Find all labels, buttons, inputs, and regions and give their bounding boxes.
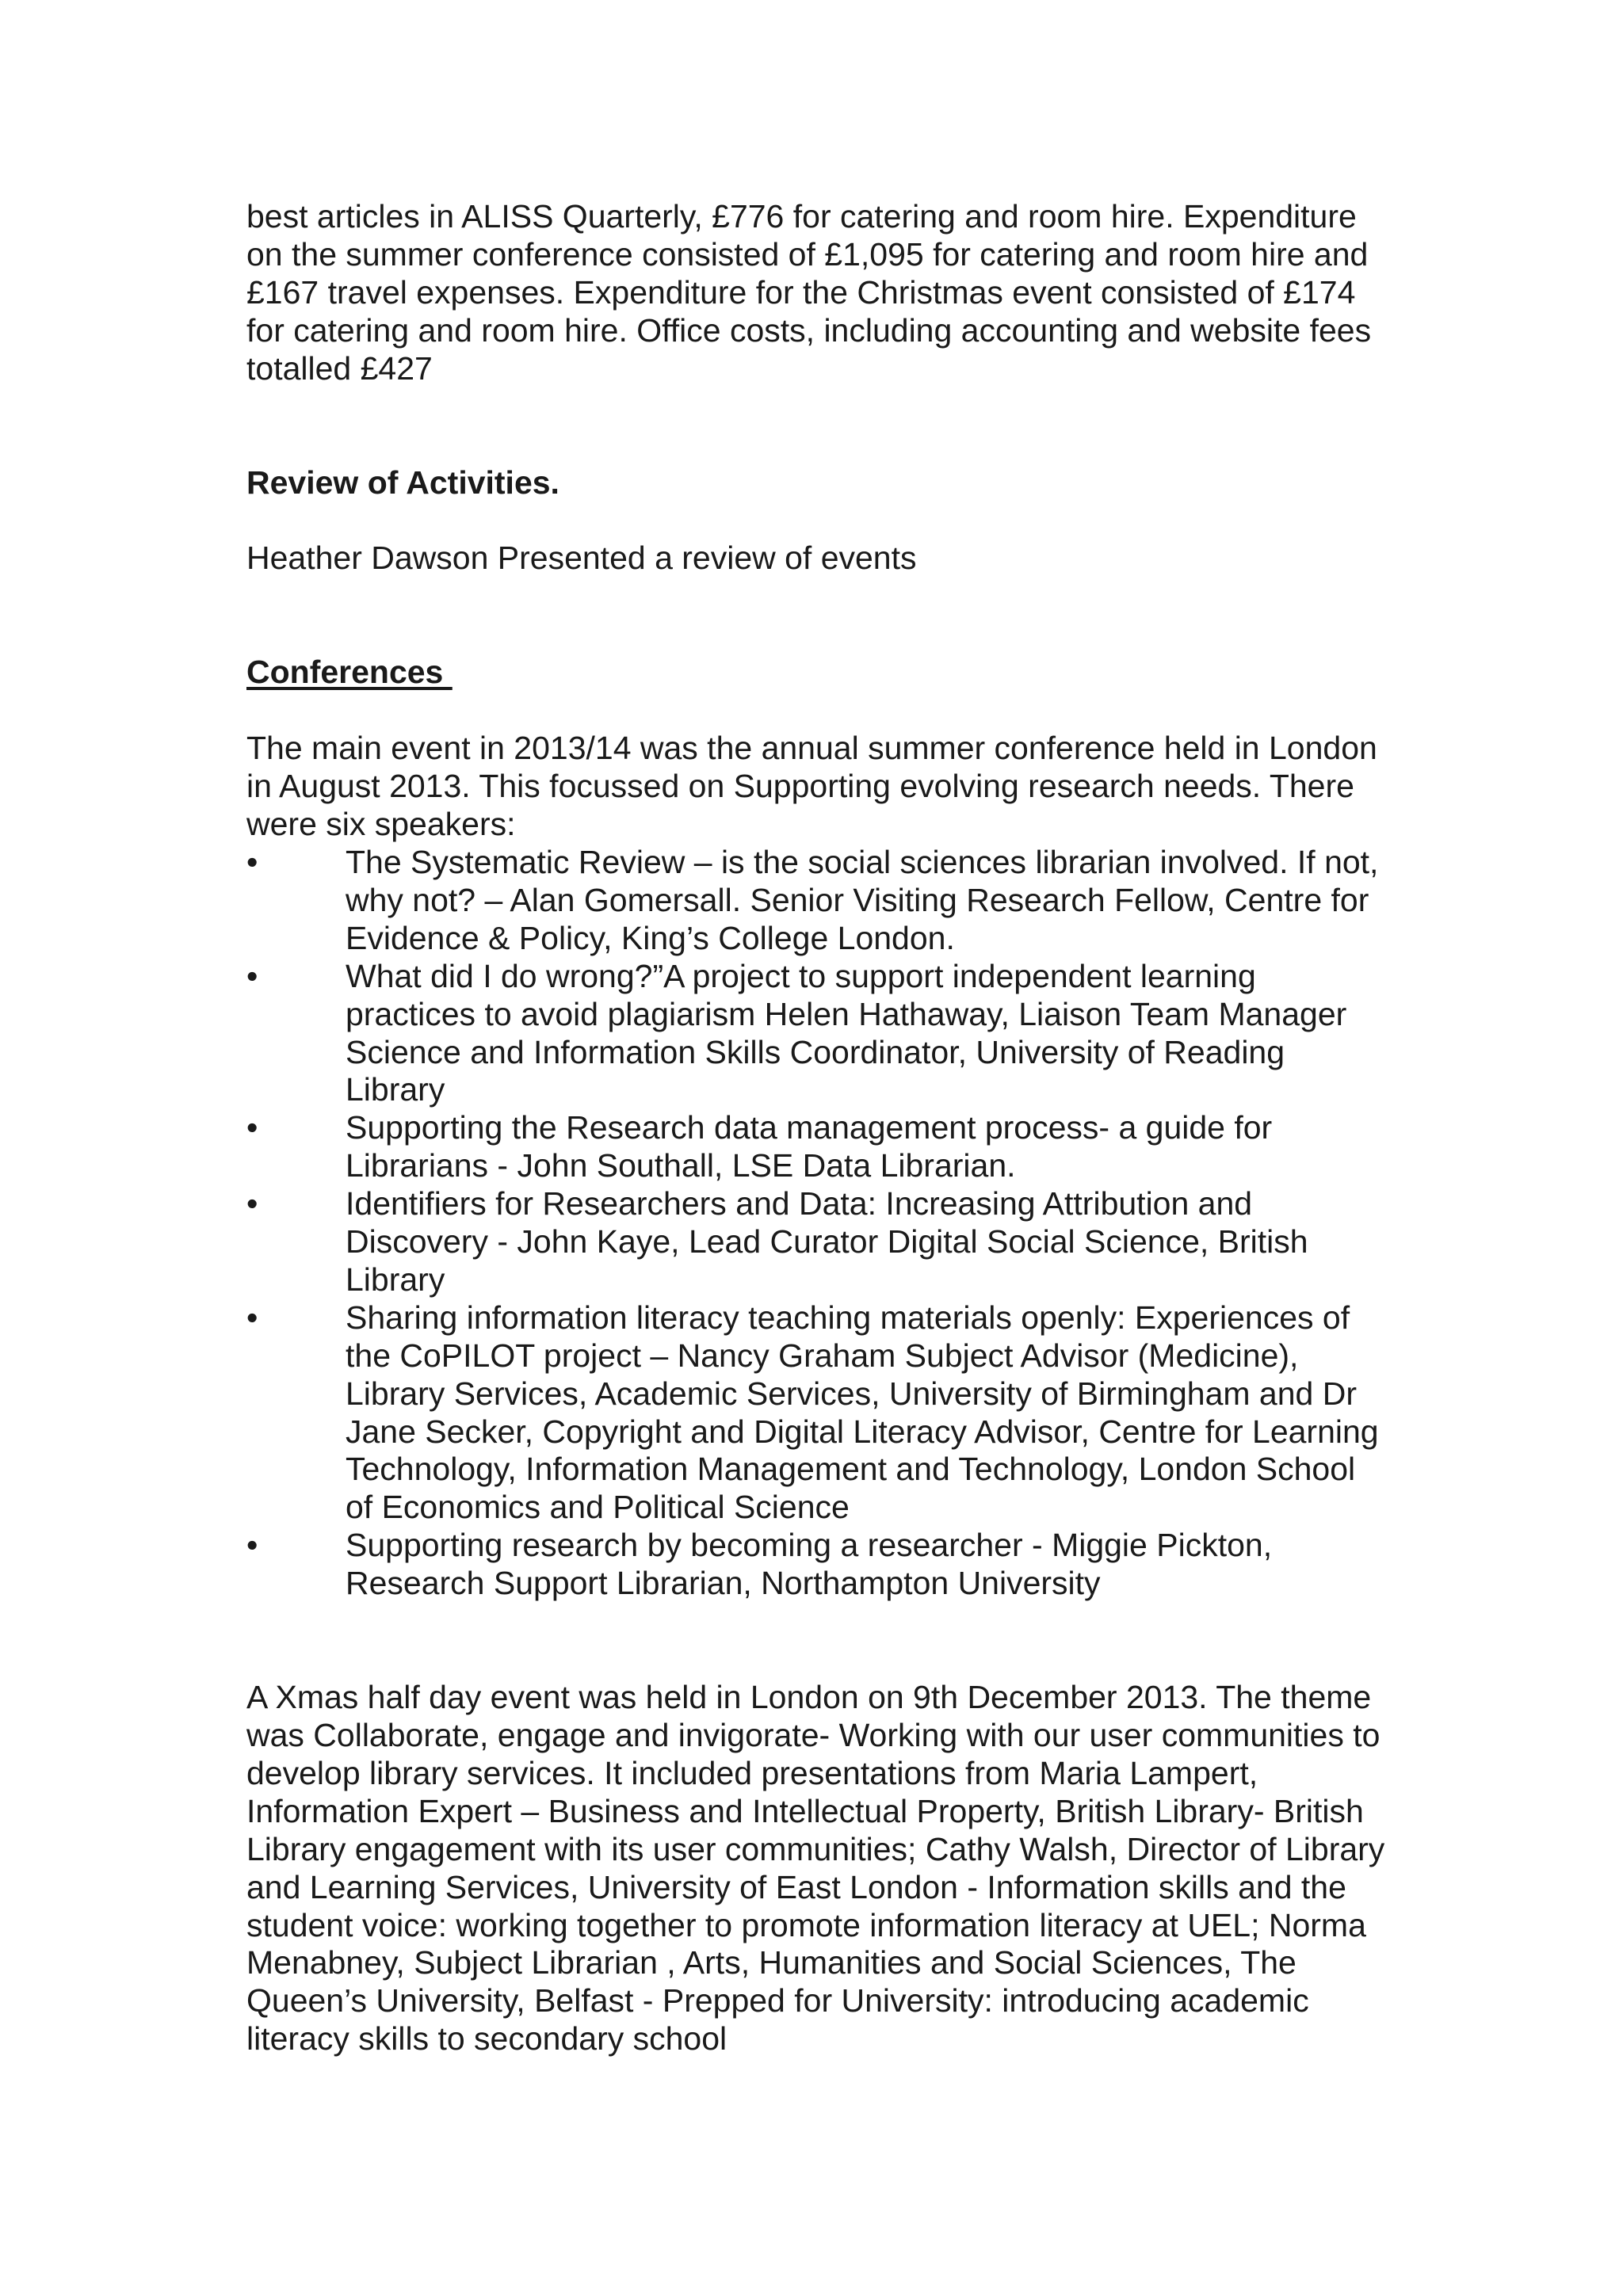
bullet-icon: • <box>246 1527 258 1564</box>
conferences-intro: The main event in 2013/14 was the annual summer conference held in London in August 2013. This focussed on Supporting evolving research needs. There were six speakers: <box>246 730 1377 843</box>
bullet-icon: • <box>246 1109 258 1146</box>
speaker-item <box>246 1185 1388 1299</box>
speaker-text: Supporting the Research data management process- a guide for Librarians - John Southall, LSE Data Librarian. <box>346 1109 1273 1184</box>
speaker-item <box>246 844 1388 958</box>
speaker-item <box>246 958 1388 1110</box>
conferences-heading: Conferences <box>246 654 453 691</box>
review-heading: Review of Activities. <box>246 463 559 501</box>
speaker-text: What did I do wrong?”A project to support independent learning practices to avoid plagiarism Helen Hathaway, Liaison Team Manager Science and Information Skills Coordinator, University of Reading Library <box>346 957 1347 1108</box>
document-body <box>246 198 1388 2058</box>
spacer <box>246 388 1388 464</box>
bullet-icon: • <box>246 957 258 994</box>
speaker-text: Sharing information literacy teaching materials openly: Experiences of the CoPILOT project – Nancy Graham Subject Advisor (Medicine), Library Services, Academic Services, University of Birmingham and Dr Jane Secker, Copyright and Digital Literacy Advisor, Centre for Learning Technology, Information Management and Technology, London School of Economics and Political Science <box>346 1299 1379 1526</box>
speaker-list <box>246 844 1388 1603</box>
speaker-text: Identifiers for Researchers and Data: Increasing Attribution and Discovery - John Kaye, Lead Curator Digital Social Science, British Library <box>346 1185 1308 1298</box>
speaker-text: The Systematic Review – is the social sciences librarian involved. If not, why not? – Alan Gomersall. Senior Visiting Research Fellow, Centre for Evidence & Policy, King’s College London. <box>346 843 1379 956</box>
spacer <box>246 502 1388 540</box>
bullet-icon: • <box>246 1185 258 1222</box>
speaker-item <box>246 1299 1388 1527</box>
xmas-paragraph: A Xmas half day event was held in London on 9th December 2013. The theme was Collaborate, engage and invigorate- Working with our user communities to develop library services. It included presentations from Maria Lampert, Information Expert – Business and Intellectual Property, British Library- British Library engagement with its user communities; Cathy Walsh, Director of Library and Learning Services, University of East London - Information skills and the student voice: working together to promote information literacy at UEL; Norma Menabney, Subject Librarian , Arts, Humanities and Social Sciences, The Queen’s University, Belfast - Prepped for University: introducing academic literacy skills to secondary school <box>246 1679 1385 2058</box>
review-text: Heather Dawson Presented a review of events <box>246 540 917 577</box>
spacer <box>246 578 1388 654</box>
spacer <box>246 692 1388 730</box>
spacer <box>246 1603 1388 1679</box>
bullet-icon: • <box>246 843 258 880</box>
speaker-item <box>246 1527 1388 1603</box>
intro-paragraph: best articles in ALISS Quarterly, £776 for catering and room hire. Expenditure on the summer conference consisted of £1,095 for catering and room hire and £167 travel expenses. Expenditure for the Christmas event consisted of £174 for catering and room hire. Office costs, including accounting and website fees totalled £427 <box>246 198 1372 387</box>
bullet-icon: • <box>246 1299 258 1336</box>
speaker-text: Supporting research by becoming a researcher - Miggie Pickton, Research Support Librarian, Northampton University <box>346 1527 1273 1602</box>
speaker-item <box>246 1109 1388 1185</box>
